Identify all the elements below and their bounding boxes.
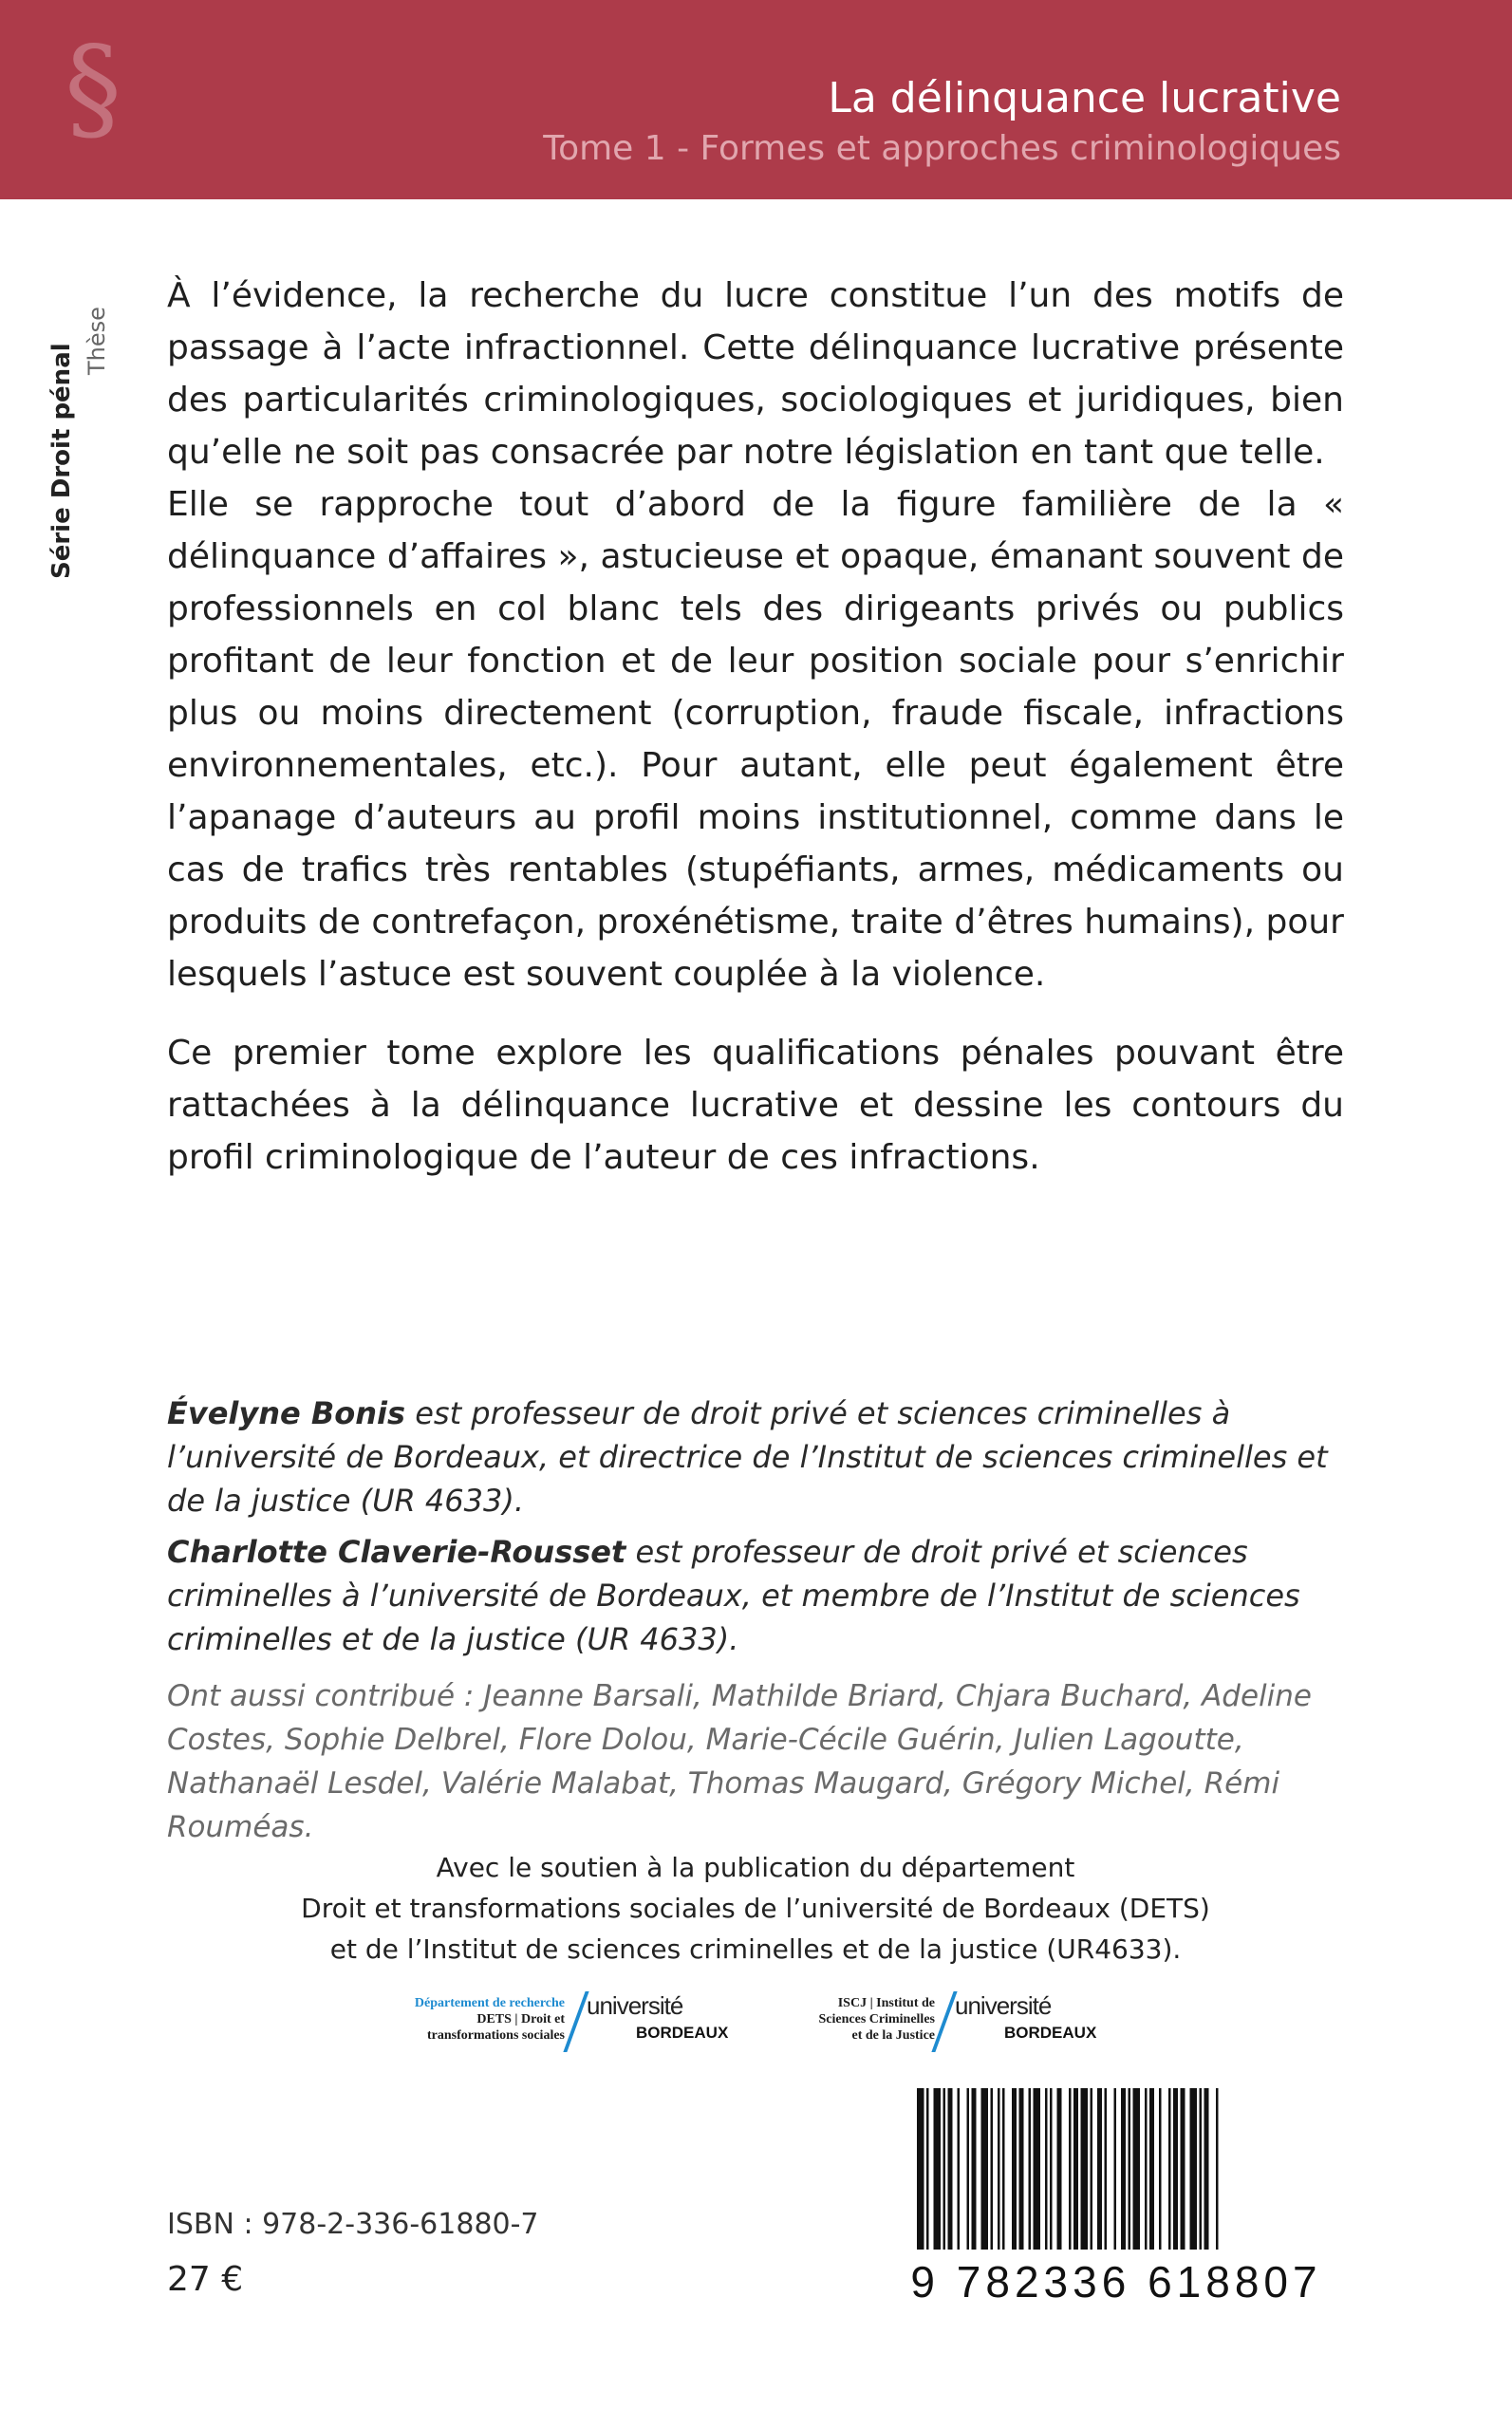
- barcode-bar: [1121, 2088, 1126, 2250]
- barcode-bar: [1069, 2088, 1072, 2250]
- barcode-bar: [1114, 2088, 1117, 2250]
- dets-logo-line-2: DETS | Droit et: [476, 2012, 565, 2026]
- section-symbol-icon: §: [65, 23, 121, 155]
- barcode-bar: [948, 2088, 953, 2250]
- barcode-bar: [1133, 2088, 1141, 2250]
- barcode-bar: [926, 2088, 929, 2250]
- dets-logo-text: [361, 1995, 565, 2044]
- barcode-bar: [1019, 2088, 1024, 2250]
- barcode-bar: [1091, 2088, 1093, 2250]
- dets-logo-line-1: Département de recherche: [414, 1996, 565, 2010]
- barcode-bar: [1190, 2088, 1198, 2250]
- series-name: Série Droit pénal: [47, 343, 76, 579]
- barcode-bar: [1045, 2088, 1048, 2250]
- barcode-bar: [1057, 2088, 1062, 2250]
- barcode-bar: [972, 2088, 977, 2250]
- contributors: Ont aussi contribué : Jeanne Barsali, Mathilde Briard, Chjara Buchard, Adeline Costes, Sophie Delbrel, Flore Dolou, Marie-Cécile Guérin, Julien Lagoutte, Nathanaël Lesdel, Valérie Malabat, Thomas Maugard, Grégory Michel, Rémi Rouméas.: [167, 1679, 1312, 1844]
- barcode-bar: [1200, 2088, 1203, 2250]
- author-1: [167, 1391, 1344, 1522]
- barcode-bar: [1073, 2088, 1078, 2250]
- barcode-bar: [934, 2088, 942, 2250]
- university-wordmark: université: [587, 1991, 683, 2020]
- iscj-logo-line-1: ISCJ | Institut de: [837, 1996, 935, 2010]
- barcode-bar: [1173, 2088, 1178, 2250]
- iscj-logo: [778, 1991, 1097, 2077]
- barcode-bar: [1145, 2088, 1148, 2250]
- barcode-bar: [967, 2088, 970, 2250]
- barcode-bar: [1204, 2088, 1209, 2250]
- support-line-2: Droit et transformations sociales de l’université de Bordeaux (DETS): [301, 1893, 1210, 1924]
- barcode-bars-icon: [907, 2088, 1325, 2250]
- iscj-logo-line-3: et de la Justice: [851, 2028, 935, 2043]
- barcode-bar: [1181, 2088, 1185, 2250]
- dets-logo-line-3: transformations sociales: [426, 2028, 565, 2043]
- barcode-bar: [1029, 2088, 1032, 2250]
- partner-logos: [361, 1991, 1120, 2077]
- iscj-logo-text: [778, 1995, 935, 2044]
- isbn: ISBN : 978-2-336-61880-7: [167, 2208, 539, 2241]
- barcode-bar: [991, 2088, 994, 2250]
- dets-logo: [361, 1991, 731, 2077]
- barcode-bar: [981, 2088, 989, 2250]
- summary-paragraph-2: Elle se rapproche tout d’abord de la figure familière de la « délinquance d’affaires », astucieuse et opaque, émanant souvent de professionnels en col blanc tels des dirigeants privés ou publics profitant de leur fonction et de leur position sociale pour s’enrichir plus ou moins directement (corruption, fraude fiscale, infractions environnementales, etc.). Pour autant, elle peut également être l’apanage d’auteurs au profil moins institutionnel, comme dans le cas de trafics très rentables (stupéfiants, armes, médicaments ou produits de contrefaçon, proxénétisme, traite d’êtres humains), pour lesquels l’astuce est souvent couplée à la violence.: [167, 485, 1344, 994]
- summary-paragraph-3: Ce premier tome explore les qualifications pénales pouvant être rattachées à la délinquance lucrative et dessine les contours du profil criminologique de l’auteur de ces infractions.: [167, 1034, 1344, 1177]
- price: 27 €: [167, 2260, 244, 2299]
- barcode-digits: 9 782336 618807: [910, 2257, 1322, 2306]
- barcode-bar: [1050, 2088, 1053, 2250]
- barcode-bar: [1216, 2088, 1219, 2250]
- barcode-bar: [917, 2088, 924, 2250]
- barcode-bar: [943, 2088, 946, 2250]
- summary-paragraph-1: À l’évidence, la recherche du lucre constitue l’un des motifs de passage à l’acte infractionnel. Cette délinquance lucrative présente des particularités criminologiques, sociologiques et juridiques, bien qu’elle ne soit pas consacrée par notre législation en tant que telle.: [167, 276, 1344, 472]
- author-1-name: Évelyne Bonis: [167, 1395, 406, 1431]
- logo-slash-icon: [931, 1991, 957, 2052]
- book-subtitle: Tome 1 - Formes et approches criminologiques: [543, 129, 1341, 168]
- support-line-3: et de l’Institut de sciences criminelles et de la justice (UR4633).: [329, 1933, 1182, 1965]
- barcode-bar: [1149, 2088, 1154, 2250]
- bordeaux-wordmark: BORDEAUX: [1004, 2024, 1097, 2042]
- barcode-bar: [1034, 2088, 1041, 2250]
- document-type-label: Thèse: [84, 307, 110, 375]
- header-band: [0, 0, 1512, 199]
- barcode-bar: [998, 2088, 1000, 2250]
- author-2-bio: est professeur de droit privé et sciences criminelles à l’université de Bordeaux, et membre de l’Institut de sciences criminelles et de la justice (UR 4633).: [167, 1534, 1300, 1657]
- barcode-bar: [1168, 2088, 1171, 2250]
- series-label: [47, 294, 76, 579]
- barcode-bar: [1159, 2088, 1162, 2250]
- barcode-bar: [1129, 2088, 1131, 2250]
- barcode-bar: [1012, 2088, 1017, 2250]
- authors-section: [167, 1391, 1344, 1849]
- book-title: La délinquance lucrative: [828, 74, 1341, 122]
- bordeaux-wordmark: BORDEAUX: [636, 2024, 729, 2042]
- barcode-bar: [1105, 2088, 1108, 2250]
- barcode-bar: [1097, 2088, 1102, 2250]
- iscj-logo-line-2: Sciences Criminelles: [818, 2012, 935, 2026]
- barcode-bar: [1081, 2088, 1089, 2250]
- barcode-bar: [1002, 2088, 1005, 2250]
- logo-slash-icon: [563, 1991, 588, 2052]
- author-1-bio: est professeur de droit privé et sciences criminelles à l’université de Bordeaux, et directrice de l’Institut de sciences criminelles et de la justice (UR 4633).: [167, 1395, 1328, 1519]
- author-2: [167, 1530, 1344, 1661]
- author-2-name: Charlotte Claverie-Rousset: [167, 1534, 626, 1570]
- barcode-bar: [958, 2088, 961, 2250]
- support-statement: [167, 1847, 1344, 1970]
- summary-text: [167, 270, 1344, 1184]
- support-line-1: Avec le soutien à la publication du département: [436, 1852, 1075, 1883]
- university-wordmark: université: [955, 1991, 1052, 2020]
